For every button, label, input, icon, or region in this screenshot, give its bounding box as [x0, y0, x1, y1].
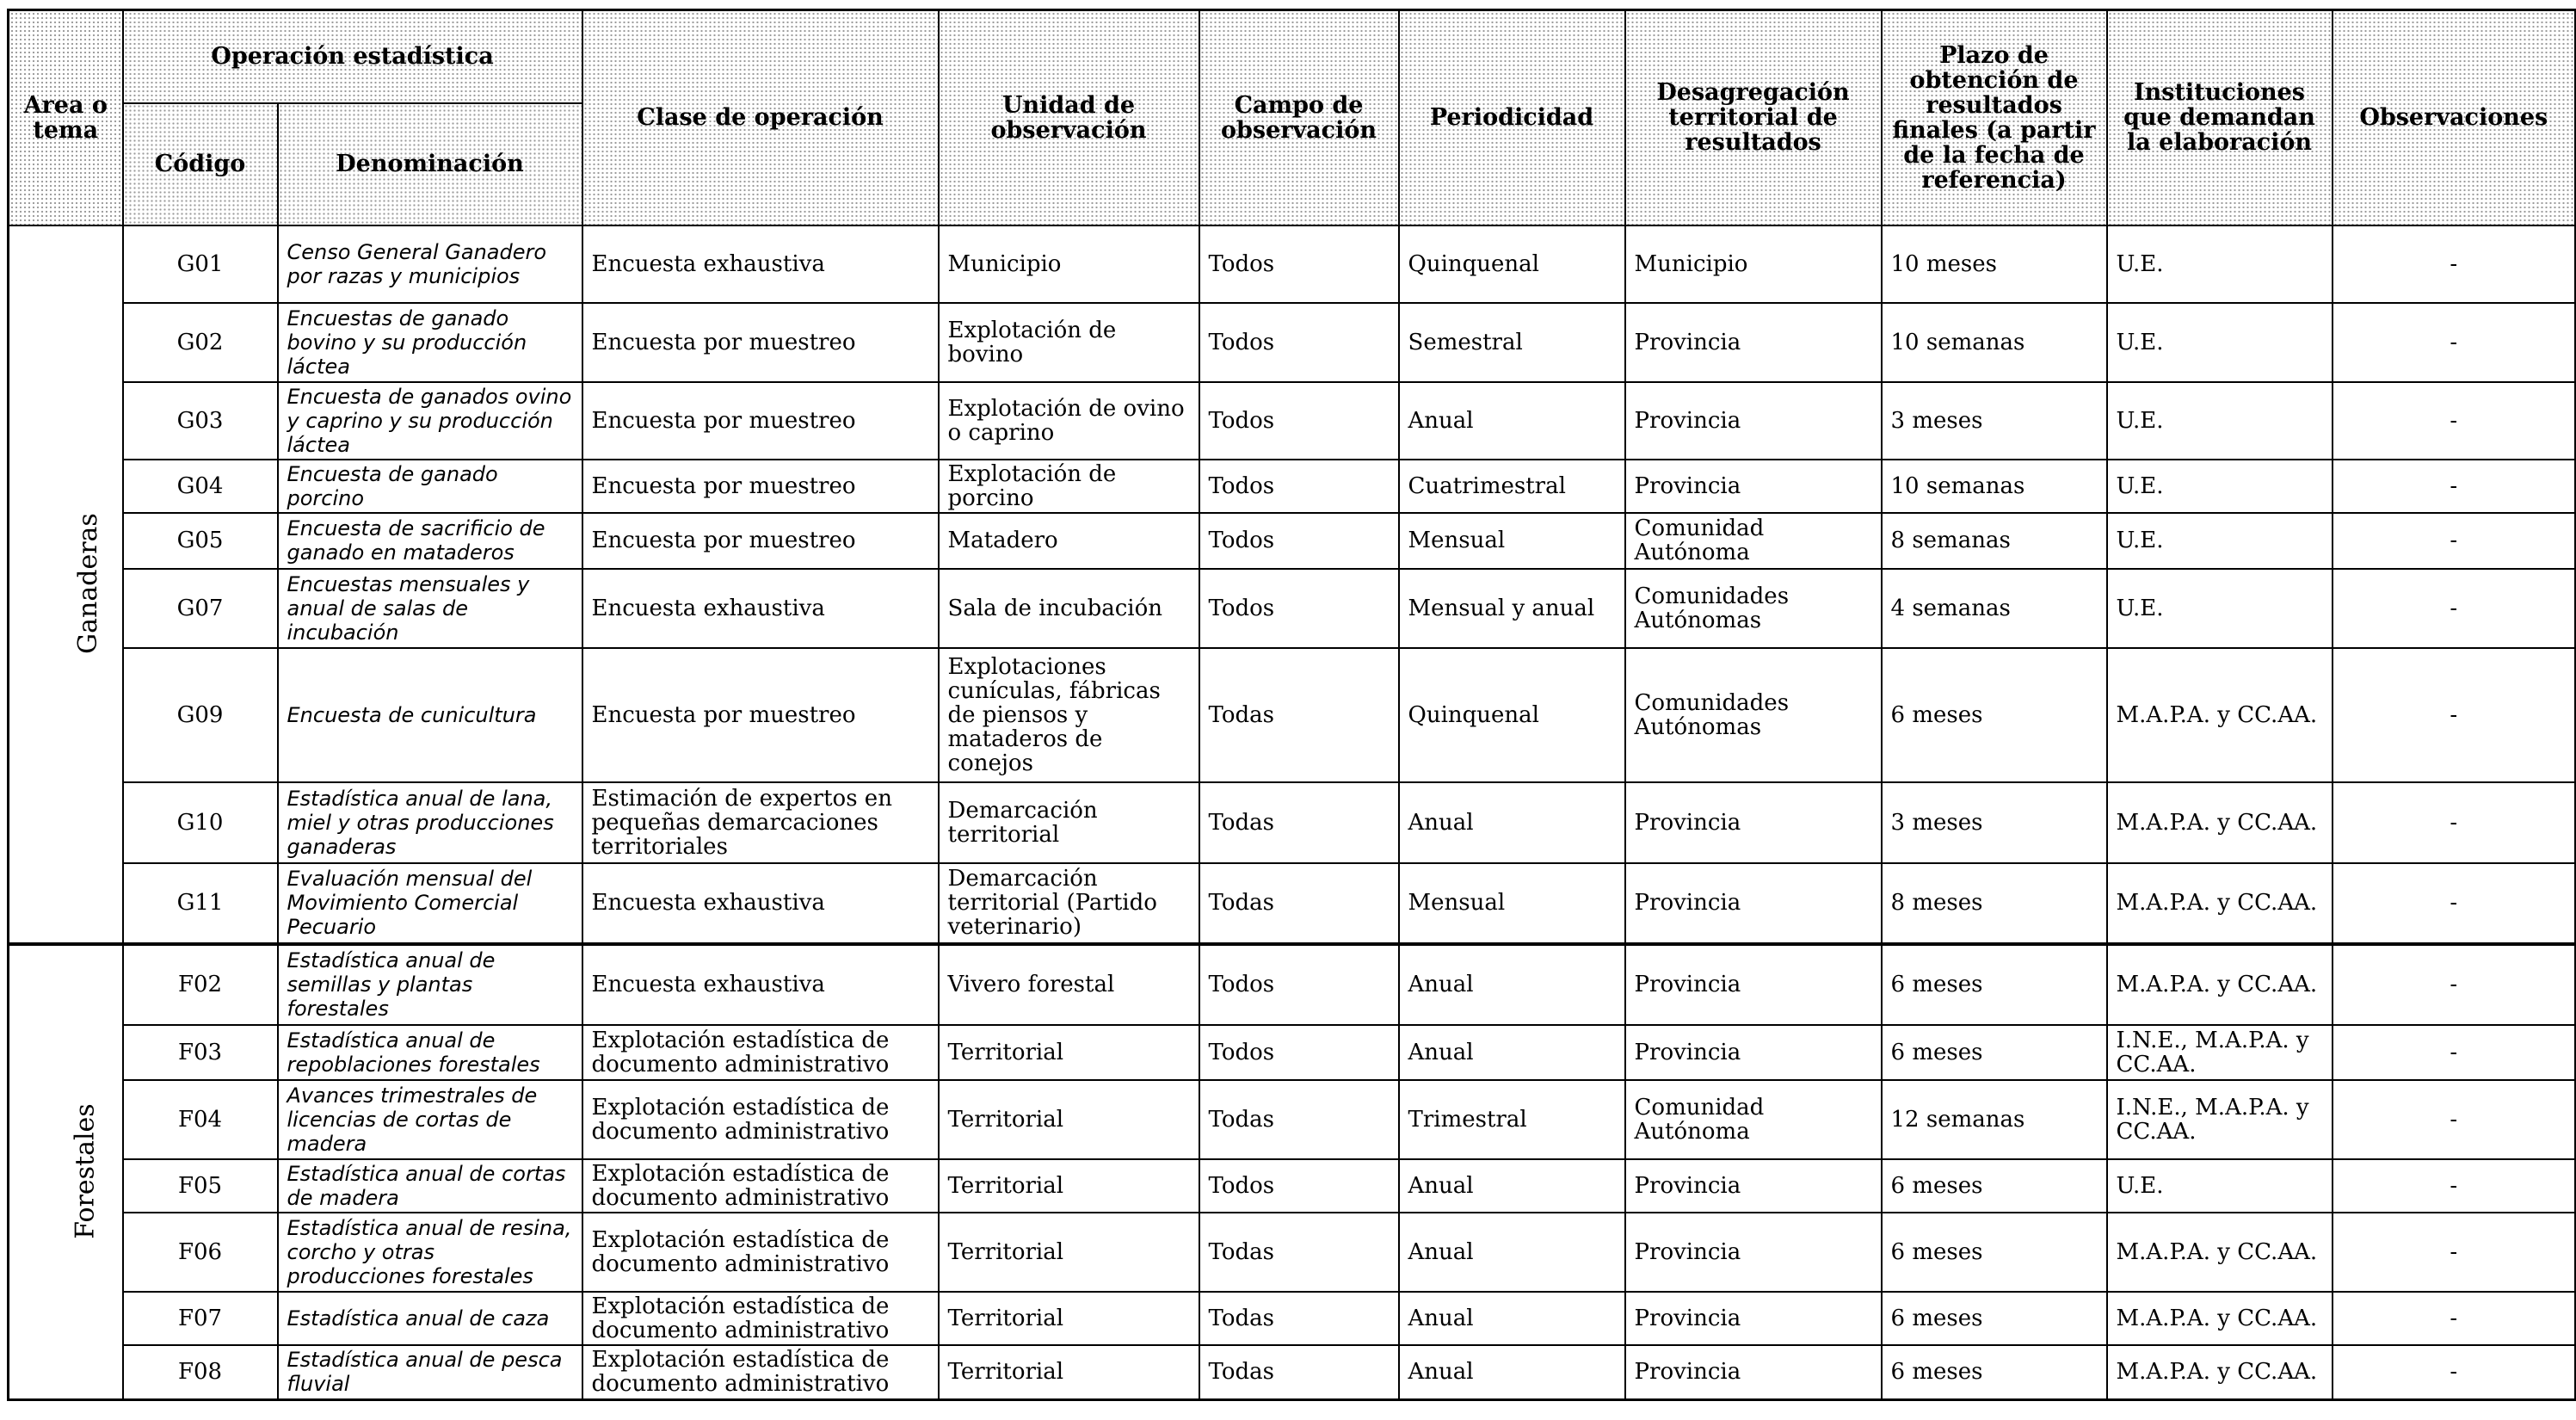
document-page: [7, 9, 2576, 1401]
cell-unidad: Demarcación territorial: [939, 782, 1199, 863]
cell-clase: Encuesta por muestreo: [582, 303, 939, 382]
cell-instituciones: M.A.P.A. y CC.AA.: [2107, 863, 2333, 944]
table-row: [9, 1080, 2576, 1159]
cell-observaciones: -: [2333, 1345, 2576, 1400]
cell-codigo: G05: [123, 513, 278, 569]
cell-periodicidad: Anual: [1399, 382, 1625, 460]
cell-campo: Todas: [1199, 1292, 1399, 1345]
cell-desagregacion: Provincia: [1625, 460, 1882, 513]
cell-desagregacion: Provincia: [1625, 782, 1882, 863]
cell-plazo: 6 meses: [1882, 1159, 2107, 1213]
table-body: [9, 225, 2576, 1400]
cell-desagregacion: Provincia: [1625, 1345, 1882, 1400]
cell-campo: Todas: [1199, 1345, 1399, 1400]
header-area: Area o tema: [9, 10, 123, 225]
table-row: [9, 303, 2576, 382]
header-codigo: Código: [123, 103, 278, 225]
cell-denominacion: Avances trimestrales de licencias de cortas de madera: [278, 1080, 582, 1159]
header-operacion: Operación estadística: [123, 10, 582, 103]
cell-observaciones: -: [2333, 1159, 2576, 1213]
cell-unidad: Municipio: [939, 225, 1199, 303]
cell-denominacion: Censo General Ganadero por razas y municipios: [278, 225, 582, 303]
cell-clase: Encuesta por muestreo: [582, 382, 939, 460]
cell-desagregacion: Provincia: [1625, 303, 1882, 382]
cell-clase: Encuesta exhaustiva: [582, 225, 939, 303]
cell-clase: Encuesta por muestreo: [582, 648, 939, 782]
cell-clase: Encuesta exhaustiva: [582, 944, 939, 1025]
cell-clase: Explotación estadística de documento administrativo: [582, 1159, 939, 1213]
cell-clase: Encuesta exhaustiva: [582, 863, 939, 944]
cell-periodicidad: Anual: [1399, 944, 1625, 1025]
cell-campo: Todos: [1199, 944, 1399, 1025]
cell-desagregacion: Comunidades Autónomas: [1625, 569, 1882, 648]
cell-denominacion: Evaluación mensual del Movimiento Comercial Pecuario: [278, 863, 582, 944]
cell-denominacion: Estadística anual de caza: [278, 1292, 582, 1345]
cell-instituciones: U.E.: [2107, 382, 2333, 460]
cell-periodicidad: Anual: [1399, 1025, 1625, 1080]
cell-plazo: 4 semanas: [1882, 569, 2107, 648]
cell-observaciones: -: [2333, 1080, 2576, 1159]
table-row: [9, 460, 2576, 513]
cell-desagregacion: Provincia: [1625, 863, 1882, 944]
cell-unidad: Explotaciones cunículas, fábricas de piensos y mataderos de conejos: [939, 648, 1199, 782]
cell-instituciones: U.E.: [2107, 303, 2333, 382]
cell-desagregacion: Provincia: [1625, 1292, 1882, 1345]
cell-denominacion: Encuesta de ganados ovino y caprino y su producción láctea: [278, 382, 582, 460]
cell-codigo: G03: [123, 382, 278, 460]
cell-unidad: Explotación de porcino: [939, 460, 1199, 513]
cell-observaciones: -: [2333, 460, 2576, 513]
header-observaciones: Observaciones: [2333, 10, 2576, 225]
cell-observaciones: -: [2333, 648, 2576, 782]
cell-desagregacion: Provincia: [1625, 1025, 1882, 1080]
cell-denominacion: Estadística anual de lana, miel y otras producciones ganaderas: [278, 782, 582, 863]
cell-observaciones: -: [2333, 303, 2576, 382]
cell-codigo: F06: [123, 1213, 278, 1292]
cell-denominacion: Estadística anual de cortas de madera: [278, 1159, 582, 1213]
cell-plazo: 12 semanas: [1882, 1080, 2107, 1159]
cell-observaciones: -: [2333, 1292, 2576, 1345]
cell-clase: Explotación estadística de documento administrativo: [582, 1345, 939, 1400]
cell-desagregacion: Municipio: [1625, 225, 1882, 303]
cell-clase: Encuesta por muestreo: [582, 513, 939, 569]
cell-campo: Todos: [1199, 225, 1399, 303]
cell-plazo: 6 meses: [1882, 1213, 2107, 1292]
cell-denominacion: Encuesta de sacrificio de ganado en mataderos: [278, 513, 582, 569]
cell-denominacion: Estadística anual de pesca fluvial: [278, 1345, 582, 1400]
cell-codigo: G09: [123, 648, 278, 782]
cell-codigo: G07: [123, 569, 278, 648]
cell-unidad: Matadero: [939, 513, 1199, 569]
cell-desagregacion: Comunidad Autónoma: [1625, 1080, 1882, 1159]
header-denominacion: Denominación: [278, 103, 582, 225]
cell-codigo: G10: [123, 782, 278, 863]
table-row: [9, 513, 2576, 569]
cell-unidad: Territorial: [939, 1213, 1199, 1292]
cell-unidad: Demarcación territorial (Partido veterinario): [939, 863, 1199, 944]
cell-campo: Todos: [1199, 460, 1399, 513]
cell-denominacion: Estadística anual de semillas y plantas forestales: [278, 944, 582, 1025]
cell-codigo: F07: [123, 1292, 278, 1345]
cell-denominacion: Encuesta de ganado porcino: [278, 460, 582, 513]
cell-denominacion: Estadística anual de repoblaciones forestales: [278, 1025, 582, 1080]
header-campo: Campo de observación: [1199, 10, 1399, 225]
cell-campo: Todos: [1199, 303, 1399, 382]
table-row: [9, 648, 2576, 782]
cell-periodicidad: Mensual: [1399, 863, 1625, 944]
cell-instituciones: M.A.P.A. y CC.AA.: [2107, 782, 2333, 863]
cell-unidad: Territorial: [939, 1345, 1199, 1400]
cell-plazo: 6 meses: [1882, 1292, 2107, 1345]
cell-plazo: 10 semanas: [1882, 460, 2107, 513]
cell-codigo: G11: [123, 863, 278, 944]
cell-plazo: 6 meses: [1882, 944, 2107, 1025]
cell-periodicidad: Semestral: [1399, 303, 1625, 382]
cell-periodicidad: Mensual y anual: [1399, 569, 1625, 648]
cell-campo: Todos: [1199, 569, 1399, 648]
cell-instituciones: U.E.: [2107, 1159, 2333, 1213]
table-row: [9, 1292, 2576, 1345]
cell-unidad: Territorial: [939, 1080, 1199, 1159]
cell-desagregacion: Provincia: [1625, 1159, 1882, 1213]
cell-campo: Todas: [1199, 782, 1399, 863]
cell-campo: Todos: [1199, 513, 1399, 569]
cell-instituciones: M.A.P.A. y CC.AA.: [2107, 1213, 2333, 1292]
cell-periodicidad: Anual: [1399, 782, 1625, 863]
cell-unidad: Territorial: [939, 1292, 1199, 1345]
cell-clase: Explotación estadística de documento administrativo: [582, 1292, 939, 1345]
cell-observaciones: -: [2333, 863, 2576, 944]
cell-clase: Explotación estadística de documento administrativo: [582, 1213, 939, 1292]
cell-codigo: F02: [123, 944, 278, 1025]
statistical-operations-table: [7, 9, 2576, 1401]
cell-desagregacion: Provincia: [1625, 944, 1882, 1025]
cell-periodicidad: Anual: [1399, 1159, 1625, 1213]
cell-observaciones: -: [2333, 382, 2576, 460]
cell-observaciones: -: [2333, 1025, 2576, 1080]
cell-plazo: 6 meses: [1882, 648, 2107, 782]
cell-periodicidad: Anual: [1399, 1345, 1625, 1400]
cell-denominacion: Estadística anual de resina, corcho y otras producciones forestales: [278, 1213, 582, 1292]
cell-desagregacion: Provincia: [1625, 1213, 1882, 1292]
cell-periodicidad: Cuatrimestral: [1399, 460, 1625, 513]
cell-denominacion: Encuesta de cunicultura: [278, 648, 582, 782]
cell-denominacion: Encuestas mensuales y anual de salas de incubación: [278, 569, 582, 648]
cell-instituciones: U.E.: [2107, 460, 2333, 513]
table-row: [9, 1159, 2576, 1213]
cell-unidad: Territorial: [939, 1025, 1199, 1080]
cell-instituciones: U.E.: [2107, 225, 2333, 303]
cell-instituciones: I.N.E., M.A.P.A. y CC.AA.: [2107, 1080, 2333, 1159]
table-row: [9, 1345, 2576, 1400]
cell-clase: Explotación estadística de documento administrativo: [582, 1080, 939, 1159]
cell-periodicidad: Anual: [1399, 1292, 1625, 1345]
cell-instituciones: U.E.: [2107, 513, 2333, 569]
area-cell: [9, 225, 123, 944]
table-row: [9, 382, 2576, 460]
cell-observaciones: -: [2333, 944, 2576, 1025]
table-row: [9, 863, 2576, 944]
header-clase: Clase de operación: [582, 10, 939, 225]
cell-observaciones: -: [2333, 782, 2576, 863]
cell-codigo: F08: [123, 1345, 278, 1400]
cell-periodicidad: Quinquenal: [1399, 648, 1625, 782]
cell-desagregacion: Provincia: [1625, 382, 1882, 460]
table-row: [9, 782, 2576, 863]
cell-plazo: 10 semanas: [1882, 303, 2107, 382]
cell-campo: Todos: [1199, 382, 1399, 460]
cell-clase: Estimación de expertos en pequeñas demarcaciones territoriales: [582, 782, 939, 863]
cell-clase: Encuesta por muestreo: [582, 460, 939, 513]
cell-denominacion: Encuestas de ganado bovino y su producción láctea: [278, 303, 582, 382]
table-row: [9, 1213, 2576, 1292]
header-desagregacion: Desagregación territorial de resultados: [1625, 10, 1882, 225]
cell-plazo: 6 meses: [1882, 1025, 2107, 1080]
cell-periodicidad: Quinquenal: [1399, 225, 1625, 303]
area-label: Ganaderas: [72, 513, 103, 654]
cell-desagregacion: Comunidades Autónomas: [1625, 648, 1882, 782]
cell-instituciones: M.A.P.A. y CC.AA.: [2107, 648, 2333, 782]
cell-campo: Todos: [1199, 1025, 1399, 1080]
cell-campo: Todas: [1199, 648, 1399, 782]
cell-codigo: F03: [123, 1025, 278, 1080]
table-row: [9, 944, 2576, 1025]
cell-campo: Todas: [1199, 1080, 1399, 1159]
cell-desagregacion: Comunidad Autónoma: [1625, 513, 1882, 569]
cell-plazo: 6 meses: [1882, 1345, 2107, 1400]
cell-observaciones: -: [2333, 513, 2576, 569]
cell-codigo: F04: [123, 1080, 278, 1159]
cell-observaciones: -: [2333, 569, 2576, 648]
cell-codigo: G01: [123, 225, 278, 303]
cell-instituciones: M.A.P.A. y CC.AA.: [2107, 1292, 2333, 1345]
cell-unidad: Sala de incubación: [939, 569, 1199, 648]
area-label: Forestales: [70, 1103, 101, 1239]
cell-instituciones: I.N.E., M.A.P.A. y CC.AA.: [2107, 1025, 2333, 1080]
cell-instituciones: U.E.: [2107, 569, 2333, 648]
cell-codigo: G04: [123, 460, 278, 513]
cell-campo: Todas: [1199, 1213, 1399, 1292]
cell-plazo: 10 meses: [1882, 225, 2107, 303]
cell-codigo: G02: [123, 303, 278, 382]
header-instituciones: Instituciones que demandan la elaboración: [2107, 10, 2333, 225]
cell-plazo: 3 meses: [1882, 782, 2107, 863]
cell-observaciones: -: [2333, 1213, 2576, 1292]
table-row: [9, 1025, 2576, 1080]
cell-clase: Encuesta exhaustiva: [582, 569, 939, 648]
table-row: [9, 569, 2576, 648]
cell-instituciones: M.A.P.A. y CC.AA.: [2107, 1345, 2333, 1400]
cell-periodicidad: Mensual: [1399, 513, 1625, 569]
header-plazo: Plazo de obtención de resultados finales (a partir de la fecha de referencia): [1882, 10, 2107, 225]
table-row: [9, 225, 2576, 303]
cell-periodicidad: Trimestral: [1399, 1080, 1625, 1159]
area-cell: [9, 944, 123, 1400]
cell-unidad: Explotación de ovino o caprino: [939, 382, 1199, 460]
header-periodicidad: Periodicidad: [1399, 10, 1625, 225]
cell-periodicidad: Anual: [1399, 1213, 1625, 1292]
cell-clase: Explotación estadística de documento administrativo: [582, 1025, 939, 1080]
cell-campo: Todos: [1199, 1159, 1399, 1213]
cell-plazo: 8 meses: [1882, 863, 2107, 944]
cell-plazo: 8 semanas: [1882, 513, 2107, 569]
cell-unidad: Vivero forestal: [939, 944, 1199, 1025]
cell-instituciones: M.A.P.A. y CC.AA.: [2107, 944, 2333, 1025]
cell-observaciones: -: [2333, 225, 2576, 303]
cell-plazo: 3 meses: [1882, 382, 2107, 460]
cell-unidad: Territorial: [939, 1159, 1199, 1213]
cell-codigo: F05: [123, 1159, 278, 1213]
cell-campo: Todas: [1199, 863, 1399, 944]
cell-unidad: Explotación de bovino: [939, 303, 1199, 382]
header-unidad: Unidad de observación: [939, 10, 1199, 225]
